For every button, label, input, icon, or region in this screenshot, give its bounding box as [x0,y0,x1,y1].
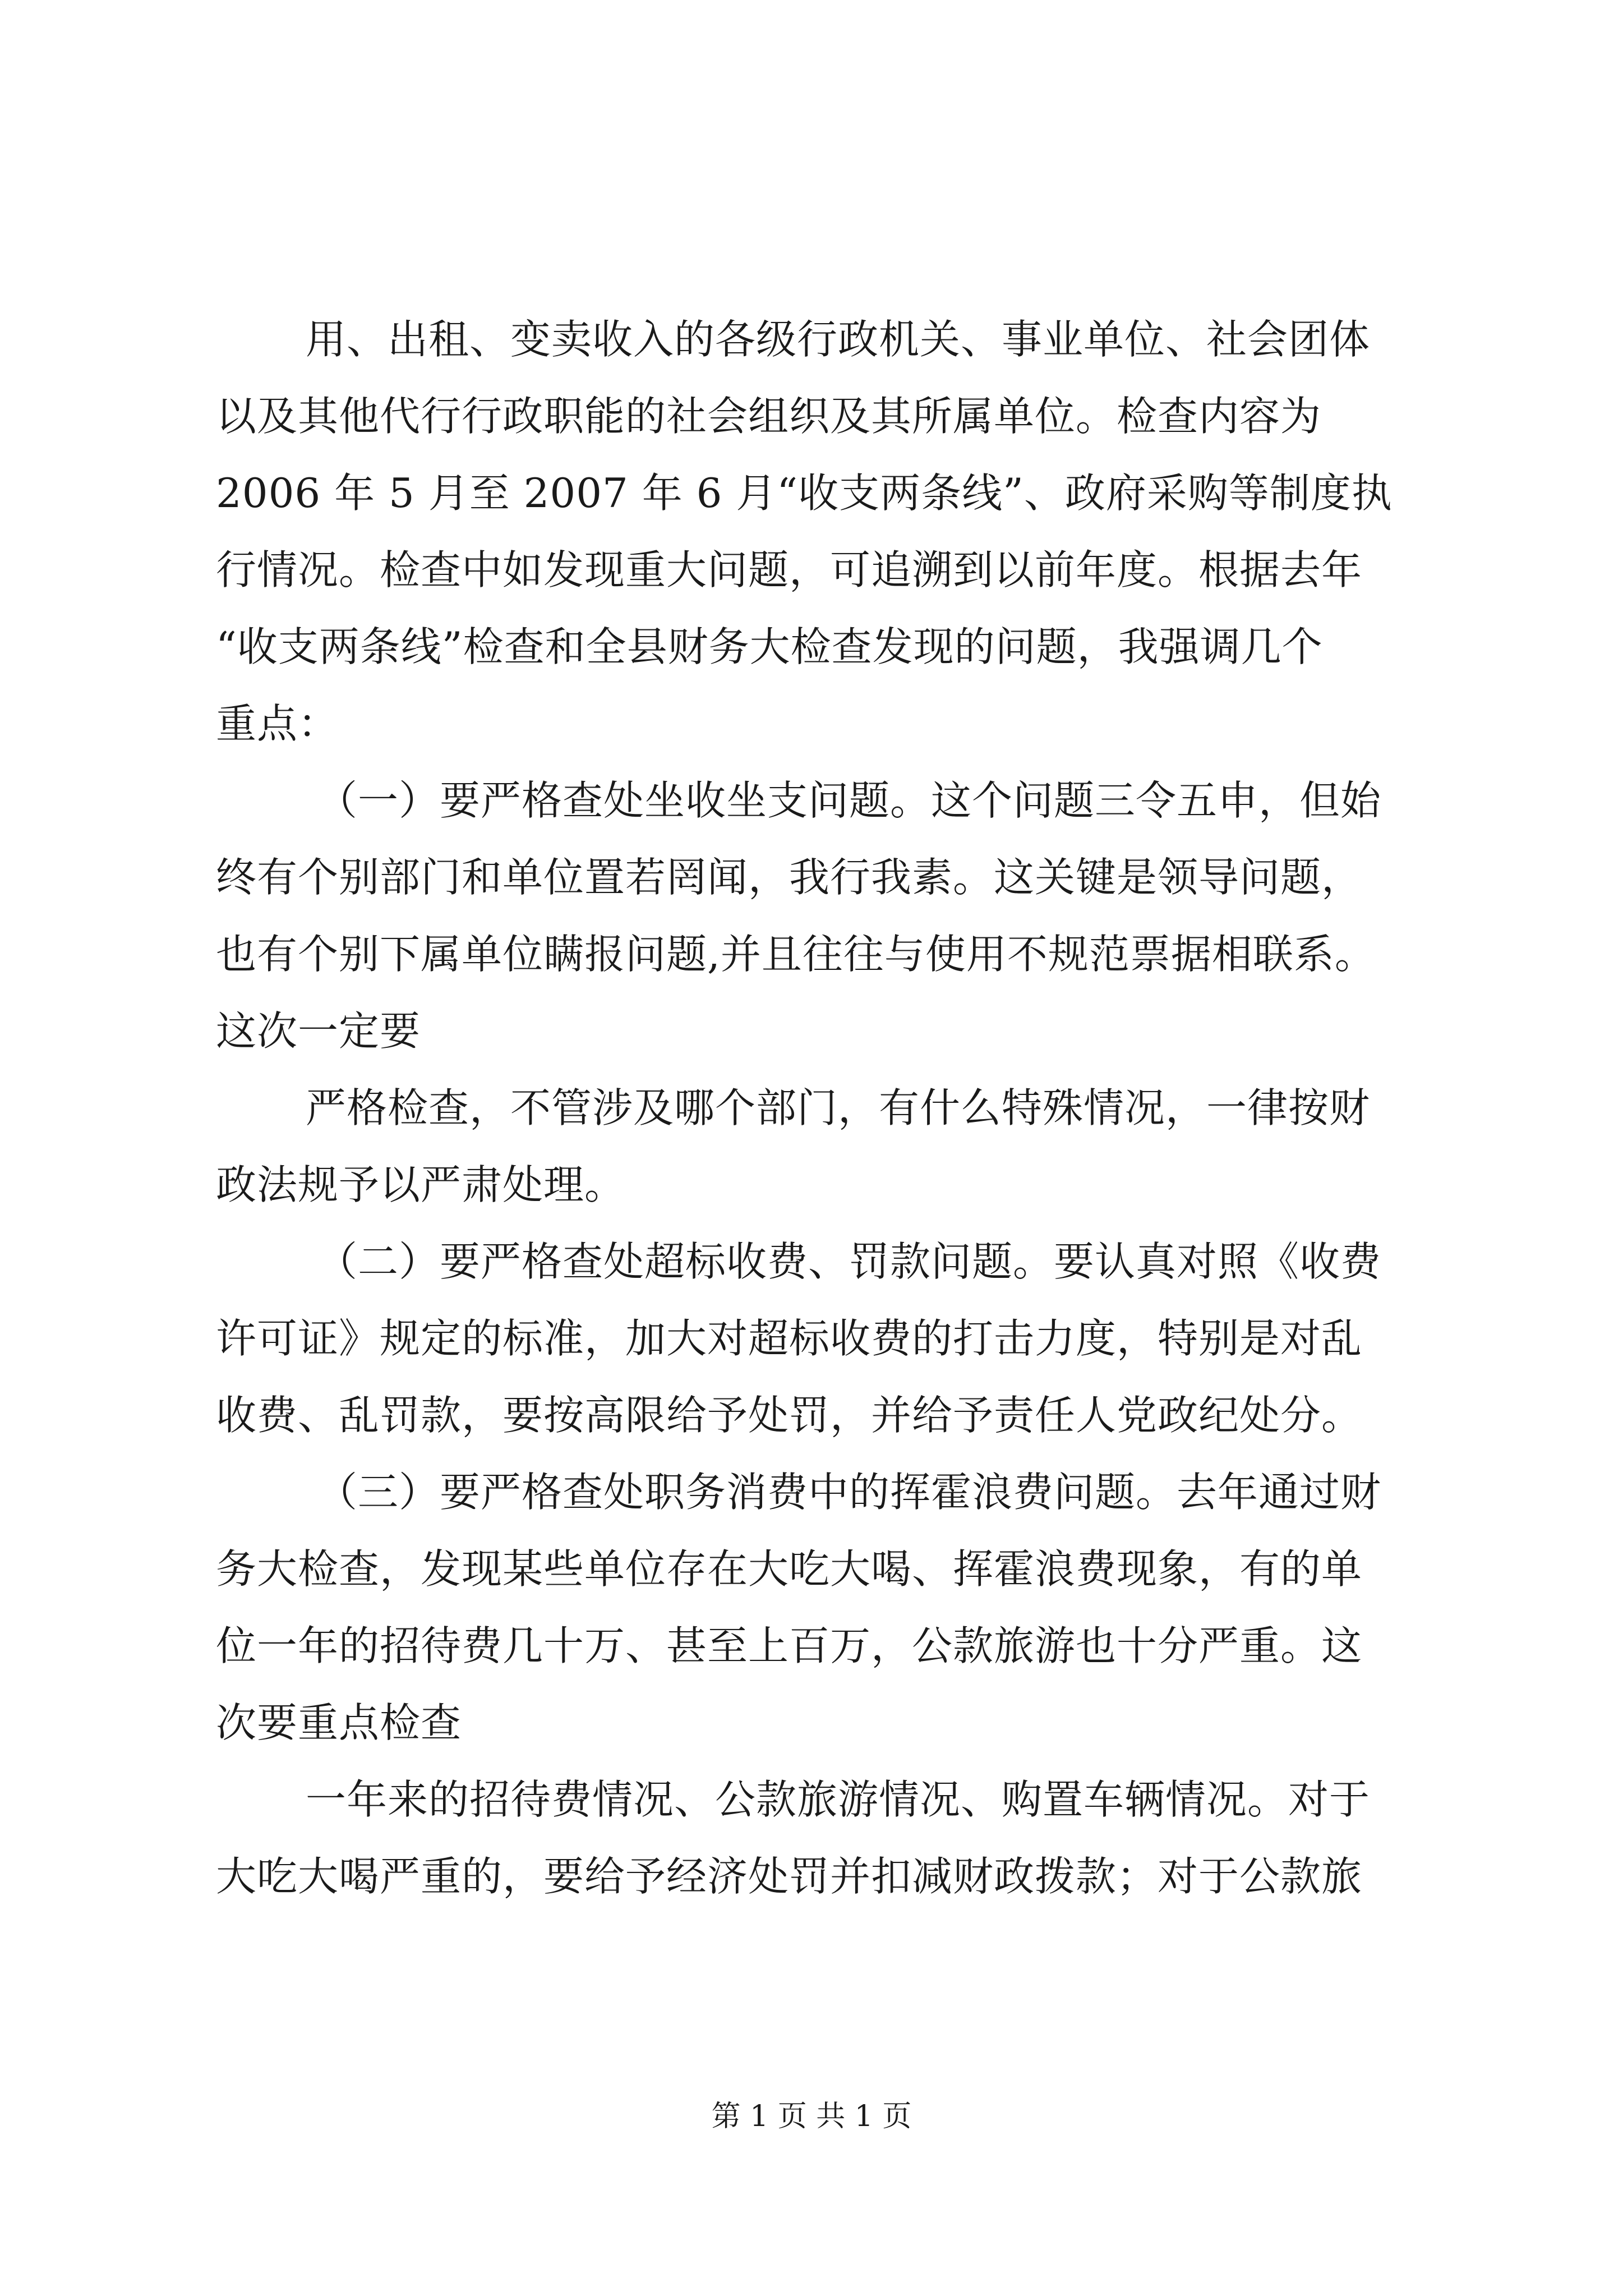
text-line: 重点： [216,700,339,747]
text-line: 终有个别部门和单位置若罔闻，我行我素。这关键是领导问题， [216,854,1363,901]
text-line: 许可证》规定的标准，加大对超标收费的打击力度，特别是对乱 [216,1315,1363,1362]
text-line: （三）要严格查处职务消费中的挥霍浪费问题。去年通过财 [317,1469,1382,1516]
text-line: 次要重点检查 [216,1699,462,1746]
text-line: 行情况。检查中如发现重大问题，可追溯到以前年度。根据去年 [216,546,1363,593]
text-line: 以及其他代行行政职能的社会组织及其所属单位。检查内容为 [216,393,1322,440]
text-line: （一）要严格查处坐收坐支问题。这个问题三令五申，但始 [317,777,1382,824]
text-line: 也有个别下属单位瞒报问题,并且往往与使用不规范票据相联系。 [216,931,1376,978]
text-line: 大吃大喝严重的，要给予经济处罚并扣减财政拨款；对于公款旅 [216,1853,1363,1900]
text-line: 位一年的招待费几十万、甚至上百万，公款旅游也十分严重。这 [216,1622,1363,1669]
text-line: 务大检查，发现某些单位存在大吃大喝、挥霍浪费现象，有的单 [216,1545,1363,1593]
text-line: 政法规予以严肃处理。 [216,1161,626,1208]
text-line: （二）要严格查处超标收费、罚款问题。要认真对照《收费 [317,1238,1382,1285]
text-line: 2006 年 5 月至 2007 年 6 月“收支两条线”、政府采购等制度执 [216,470,1393,517]
text-line: 收费、乱罚款，要按高限给予处罚，并给予责任人党政纪处分。 [216,1392,1363,1439]
page-number-footer: 第 1 页 共 1 页 [711,2100,912,2133]
text-line: 一年来的招待费情况、公款旅游情况、购置车辆情况。对于 [306,1776,1371,1823]
text-line: 这次一定要 [216,1007,421,1055]
text-line: 严格检查，不管涉及哪个部门，有什么特殊情况，一律按财 [306,1084,1371,1131]
text-line: “收支两条线”检查和全县财务大检查发现的问题，我强调几个 [216,623,1323,670]
text-line: 用、出租、变卖收入的各级行政机关、事业单位、社会团体 [306,316,1371,363]
